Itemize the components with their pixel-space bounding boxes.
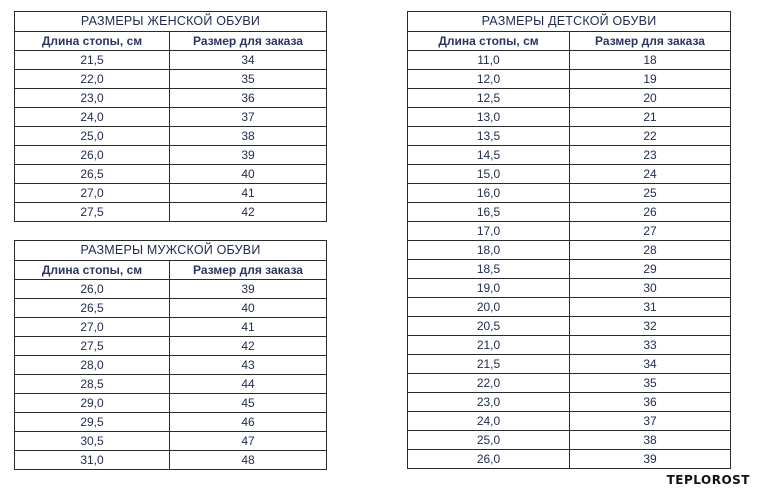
- order-size-cell: 48: [170, 451, 327, 470]
- table-row: [408, 336, 731, 355]
- table-row: [15, 165, 327, 184]
- order-size-cell: 44: [170, 375, 327, 394]
- foot-length-cell: 21,5: [15, 51, 170, 70]
- men-table-title: РАЗМЕРЫ МУЖСКОЙ ОБУВИ: [15, 241, 327, 261]
- order-size-cell: 36: [170, 89, 327, 108]
- women-foot-length-header: Длина стопы, см: [15, 32, 170, 51]
- foot-length-cell: 22,0: [15, 70, 170, 89]
- order-size-cell: 23: [570, 146, 731, 165]
- order-size-cell: 47: [170, 432, 327, 451]
- order-size-cell: 37: [570, 412, 731, 431]
- table-row: [408, 165, 731, 184]
- foot-length-cell: 17,0: [408, 222, 570, 241]
- order-size-cell: 36: [570, 393, 731, 412]
- order-size-cell: 39: [570, 450, 731, 469]
- order-size-cell: 25: [570, 184, 731, 203]
- order-size-cell: 46: [170, 413, 327, 432]
- order-size-cell: 18: [570, 51, 731, 70]
- table-row: [408, 70, 731, 89]
- foot-length-cell: 13,5: [408, 127, 570, 146]
- women-table-body: [15, 51, 327, 222]
- table-row: [408, 412, 731, 431]
- foot-length-cell: 28,5: [15, 375, 170, 394]
- table-row: [15, 299, 327, 318]
- order-size-cell: 42: [170, 337, 327, 356]
- table-row: [15, 184, 327, 203]
- table-row: [408, 146, 731, 165]
- foot-length-cell: 31,0: [15, 451, 170, 470]
- table-row: [408, 89, 731, 108]
- foot-length-cell: 26,0: [15, 280, 170, 299]
- table-row: [408, 241, 731, 260]
- foot-length-cell: 16,5: [408, 203, 570, 222]
- foot-length-cell: 27,5: [15, 203, 170, 222]
- foot-length-cell: 25,0: [15, 127, 170, 146]
- foot-length-cell: 20,5: [408, 317, 570, 336]
- order-size-cell: 40: [170, 299, 327, 318]
- foot-length-cell: 27,5: [15, 337, 170, 356]
- foot-length-cell: 21,0: [408, 336, 570, 355]
- foot-length-cell: 29,0: [15, 394, 170, 413]
- table-row: [15, 394, 327, 413]
- women-size-table: [14, 11, 327, 222]
- order-size-cell: 24: [570, 165, 731, 184]
- table-row: [408, 317, 731, 336]
- kids-size-table: [407, 11, 731, 469]
- table-row: [408, 51, 731, 70]
- table-row: [408, 393, 731, 412]
- table-row: [408, 203, 731, 222]
- table-row: [15, 203, 327, 222]
- table-row: [408, 127, 731, 146]
- order-size-cell: 33: [570, 336, 731, 355]
- order-size-cell: 41: [170, 184, 327, 203]
- foot-length-cell: 12,5: [408, 89, 570, 108]
- men-order-size-header: Размер для заказа: [170, 261, 327, 280]
- table-row: [408, 184, 731, 203]
- order-size-cell: 35: [570, 374, 731, 393]
- table-row: [408, 279, 731, 298]
- kids-order-size-header: Размер для заказа: [570, 32, 731, 51]
- table-row: [408, 431, 731, 450]
- foot-length-cell: 25,0: [408, 431, 570, 450]
- foot-length-cell: 23,0: [15, 89, 170, 108]
- table-row: [408, 260, 731, 279]
- foot-length-cell: 21,5: [408, 355, 570, 374]
- order-size-cell: 30: [570, 279, 731, 298]
- order-size-cell: 19: [570, 70, 731, 89]
- table-row: [15, 89, 327, 108]
- order-size-cell: 27: [570, 222, 731, 241]
- order-size-cell: 20: [570, 89, 731, 108]
- order-size-cell: 43: [170, 356, 327, 375]
- table-row: [15, 413, 327, 432]
- men-table-body: [15, 280, 327, 470]
- order-size-cell: 34: [170, 51, 327, 70]
- order-size-cell: 38: [570, 431, 731, 450]
- table-row: [15, 146, 327, 165]
- kids-table-body: [408, 51, 731, 469]
- women-table-title: РАЗМЕРЫ ЖЕНСКОЙ ОБУВИ: [15, 12, 327, 32]
- foot-length-cell: 18,0: [408, 241, 570, 260]
- kids-foot-length-header: Длина стопы, см: [408, 32, 570, 51]
- foot-length-cell: 26,0: [408, 450, 570, 469]
- order-size-cell: 38: [170, 127, 327, 146]
- table-row: [15, 337, 327, 356]
- order-size-cell: 31: [570, 298, 731, 317]
- order-size-cell: 39: [170, 146, 327, 165]
- foot-length-cell: 22,0: [408, 374, 570, 393]
- order-size-cell: 34: [570, 355, 731, 374]
- foot-length-cell: 26,0: [15, 146, 170, 165]
- order-size-cell: 41: [170, 318, 327, 337]
- table-row: [408, 450, 731, 469]
- foot-length-cell: 26,5: [15, 299, 170, 318]
- table-row: [15, 318, 327, 337]
- order-size-cell: 42: [170, 203, 327, 222]
- foot-length-cell: 14,5: [408, 146, 570, 165]
- foot-length-cell: 29,5: [15, 413, 170, 432]
- foot-length-cell: 27,0: [15, 318, 170, 337]
- foot-length-cell: 11,0: [408, 51, 570, 70]
- order-size-cell: 28: [570, 241, 731, 260]
- table-row: [408, 355, 731, 374]
- foot-length-cell: 19,0: [408, 279, 570, 298]
- table-row: [15, 432, 327, 451]
- women-order-size-header: Размер для заказа: [170, 32, 327, 51]
- table-row: [15, 375, 327, 394]
- foot-length-cell: 20,0: [408, 298, 570, 317]
- order-size-cell: 45: [170, 394, 327, 413]
- order-size-cell: 26: [570, 203, 731, 222]
- men-size-table: [14, 240, 327, 470]
- order-size-cell: 37: [170, 108, 327, 127]
- men-foot-length-header: Длина стопы, см: [15, 261, 170, 280]
- order-size-cell: 35: [170, 70, 327, 89]
- table-row: [408, 108, 731, 127]
- foot-length-cell: 26,5: [15, 165, 170, 184]
- order-size-cell: 32: [570, 317, 731, 336]
- foot-length-cell: 18,5: [408, 260, 570, 279]
- order-size-cell: 22: [570, 127, 731, 146]
- kids-table-title: РАЗМЕРЫ ДЕТСКОЙ ОБУВИ: [408, 12, 731, 32]
- foot-length-cell: 30,5: [15, 432, 170, 451]
- foot-length-cell: 28,0: [15, 356, 170, 375]
- order-size-cell: 29: [570, 260, 731, 279]
- foot-length-cell: 23,0: [408, 393, 570, 412]
- foot-length-cell: 16,0: [408, 184, 570, 203]
- table-row: [408, 374, 731, 393]
- table-row: [408, 222, 731, 241]
- table-row: [15, 356, 327, 375]
- foot-length-cell: 27,0: [15, 184, 170, 203]
- table-row: [15, 108, 327, 127]
- foot-length-cell: 12,0: [408, 70, 570, 89]
- table-row: [15, 70, 327, 89]
- teplorost-watermark: TEPLOROST: [666, 473, 750, 487]
- table-row: [408, 298, 731, 317]
- order-size-cell: 40: [170, 165, 327, 184]
- foot-length-cell: 13,0: [408, 108, 570, 127]
- order-size-cell: 21: [570, 108, 731, 127]
- table-row: [15, 451, 327, 470]
- foot-length-cell: 24,0: [408, 412, 570, 431]
- order-size-cell: 39: [170, 280, 327, 299]
- table-row: [15, 51, 327, 70]
- foot-length-cell: 15,0: [408, 165, 570, 184]
- table-row: [15, 280, 327, 299]
- table-row: [15, 127, 327, 146]
- foot-length-cell: 24,0: [15, 108, 170, 127]
